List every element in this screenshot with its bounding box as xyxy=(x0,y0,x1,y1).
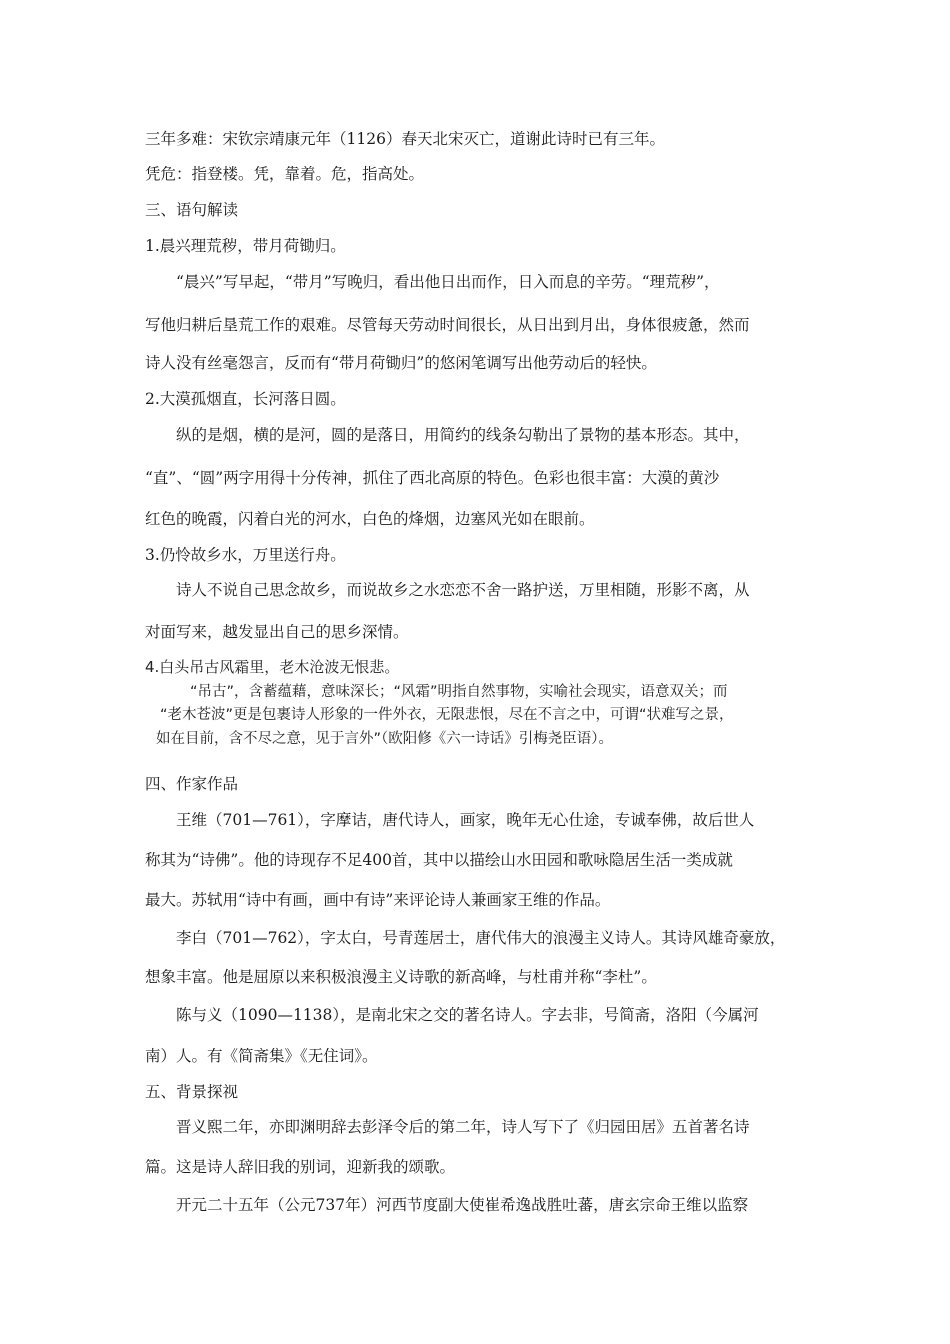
section-heading-5: 五、背景探视 xyxy=(145,1083,239,1101)
quote-3-line-2: 对面写来，越发显出自己的思乡深情。 xyxy=(145,623,409,641)
author-wangwei-line-2: 称其为“诗佛”。他的诗现存不足400首，其中以描绘山水田园和歌咏隐居生活一类成就 xyxy=(145,851,733,869)
quote-1: 1.晨兴理荒秽，带月荷锄归。 xyxy=(145,237,346,255)
background-line-3: 开元二十五年（公元737年）河西节度副大使崔希逸战胜吐蕃，唐玄宗命王维以监察 xyxy=(176,1196,749,1214)
background-line-2: 篇。这是诗人辞旧我的别词，迎新我的颂歌。 xyxy=(145,1158,456,1176)
quote-2-line-1: 纵的是烟，横的是河，圆的是落日，用简约的线条勾勒出了景物的基本形态。其中， xyxy=(176,426,750,444)
quote-2: 2.大漠孤烟直，长河落日圆。 xyxy=(145,390,346,408)
quote-1-line-2: 写他归耕后垦荒工作的艰难。尽管每天劳动时间很长，从日出到月出，身体很疲惫，然而 xyxy=(145,316,750,334)
section-heading-3: 三、语句解读 xyxy=(145,201,239,219)
note-pingwei: 凭危：指登楼。凭，靠着。危，指高处。 xyxy=(145,165,425,183)
author-wangwei-line-1: 王维（701—761），字摩诘，唐代诗人，画家，晚年无心仕途，专诚奉佛，故后世人 xyxy=(176,811,755,829)
note-sannianduonan: 三年多难：宋钦宗靖康元年（1126）春天北宋灭亡，道谢此诗时已有三年。 xyxy=(145,130,665,148)
background-line-1: 晋义熙二年，亦即渊明辞去彭泽令后的第二年，诗人写下了《归园田居》五首著名诗 xyxy=(176,1118,750,1136)
quote-3-line-1: 诗人不说自己思念故乡，而说故乡之水恋恋不舍一路护送，万里相随，形影不离，从 xyxy=(176,581,750,599)
author-libai-line-1: 李白（701—762），字太白，号青莲居士，唐代伟大的浪漫主义诗人。其诗风雄奇豪放， xyxy=(176,929,786,947)
quote-2-line-2: “直”、“圆”两字用得十分传神，抓住了西北高原的特色。色彩也很丰富：大漠的黄沙 xyxy=(145,469,720,487)
author-wangwei-line-3: 最大。苏轼用“诗中有画，画中有诗”来评论诗人兼画家王维的作品。 xyxy=(145,891,611,909)
quote-1-line-1: “晨兴”写早起，“带月”写晚归，看出他日出而作，日入而息的辛劳。“理荒秽”， xyxy=(176,273,720,291)
quote-3: 3.仍怜故乡水，万里送行舟。 xyxy=(145,546,346,564)
quote-4-line-1: “吊古”，含蓄蕴藉，意味深长；“风霜”明指自然事物，实喻社会现实，语意双关；而 xyxy=(190,684,728,700)
quote-4-line-3: 如在目前，含不尽之意，见于言外”（欧阳修《六一诗话》引梅尧臣语）。 xyxy=(156,731,614,747)
author-libai-line-2: 想象丰富。他是屈原以来积极浪漫主义诗歌的新高峰，与杜甫并称“李杜”。 xyxy=(145,968,657,986)
quote-2-line-3: 红色的晚霞，闪着白光的河水，白色的烽烟，边塞风光如在眼前。 xyxy=(145,510,595,528)
quote-1-line-3: 诗人没有丝毫怨言，反而有“带月荷锄归”的悠闲笔调写出他劳动后的轻快。 xyxy=(145,354,657,372)
quote-4-line-2: “老木苍波”更是包裹诗人形象的一件外衣，无限悲恨，尽在不言之中，可谓“状难写之景， xyxy=(160,707,734,723)
section-heading-4: 四、作家作品 xyxy=(145,775,239,793)
quote-4: 4.白头吊古风霜里，老木沧波无恨悲。 xyxy=(145,658,400,676)
author-chenyuyi-line-2: 南）人。有《简斋集》《无住词》。 xyxy=(145,1047,378,1065)
author-chenyuyi-line-1: 陈与义（1090—1138），是南北宋之交的著名诗人。字去非，号简斋，洛阳（今属河 xyxy=(176,1006,759,1024)
